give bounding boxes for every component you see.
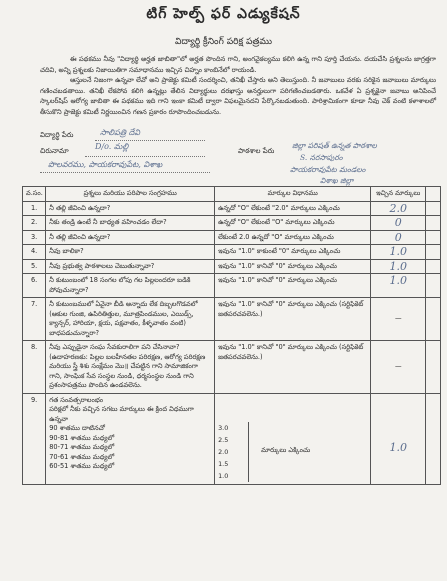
table-row	[23, 201, 441, 216]
header-question: ప్రశ్నలు మరియు పరిపాల సంగ్రహము	[46, 187, 215, 202]
row-number: 6.	[23, 274, 46, 298]
address-label: చిరునామా	[40, 147, 69, 155]
row-blank	[426, 230, 441, 245]
table-row	[23, 245, 441, 260]
table-row	[23, 298, 441, 341]
row-blank	[426, 298, 441, 341]
table-header-row	[23, 187, 441, 202]
school-label: పాఠశాల పేరు	[238, 147, 275, 155]
grade-question-sub: పరిక్షలో నీకు వచ్చిన సగటు మార్కులు ఈ క్రింద విధముగా ఉన్నవా	[49, 405, 194, 423]
row-marks[interactable]: 2.0	[371, 201, 426, 216]
row-marks[interactable]: —	[371, 341, 426, 394]
table-row	[23, 393, 441, 484]
row-question: నీవు ఎప్పుడైనా సంఘ సేవకురాలిగా పని చేసినావా? (ఉదాహరణకు: పిల్లల బలహీనతల పరిరక్షణ, ఆరోగ్య పరిరక్షణ మరియు స్త్రీ శిశు సంక్షేమం మొ॥ చేపట్టిన గాని సామాజికంగా గాని, సాంఘిక సేవ సంస్థల నుండి, ధర్మసంస్థల నుండి గాని ప్రశంసాపత్రము పొందిన ఉండవలెను.	[46, 341, 215, 394]
row-marks[interactable]: 1.0	[371, 259, 426, 274]
row-number: 8.	[23, 341, 46, 394]
row-question: నీవు బాలికా?	[46, 245, 215, 260]
address-value-1: D/o. మల్లి	[95, 142, 129, 151]
name-line	[95, 140, 205, 141]
row-criteria: ఇవును "1.0" కానిచో "0" మార్కులు ఎక్కించు (సర్టిఫికెట్ జతపరచవలెను.)	[215, 341, 371, 394]
row-criteria: ఇవును "1.0" కాకుంటే "0" మార్కులు ఎక్కించు	[215, 245, 371, 260]
row-question: నీ తల్లి జీవించి ఉన్నదా?	[46, 230, 215, 245]
row-marks[interactable]: 1.0	[371, 393, 426, 484]
grade-mark: 1.5	[218, 459, 229, 468]
school-value-2: S. నరసాపురం	[300, 153, 343, 162]
student-name-value: సాలిపత్రి దేవి	[100, 128, 140, 137]
row-number: 1.	[23, 201, 46, 216]
row-blank	[426, 341, 441, 394]
row-blank	[426, 216, 441, 231]
school-value-1: జిల్లా పరిషత్ ఉన్నత పాఠశాల	[292, 141, 377, 150]
instructions	[40, 54, 436, 118]
row-blank	[426, 245, 441, 260]
row-number: 4.	[23, 245, 46, 260]
form-subtitle: విద్యార్థి క్రీనింగ్ పరిక్ష పత్రము	[174, 37, 273, 47]
address-line-2	[40, 172, 210, 173]
row-marks[interactable]: 1.0	[371, 274, 426, 298]
row-criteria: లేకుంటే 2.0 ఉన్నదో "O" మార్కులు ఎక్కించు	[215, 230, 371, 245]
instructions-paragraph-2: ఆస్తులనే నిజంగా ఉన్నవా లేవో అని ప్రాజెక్టు కమిటీ సందర్శించి, తనిఖీ చేస్తారు అని తెలుస్తుంది. నీ జవాబులు వరకు సరికైన జవాబులు మార్కులు గణించబడతాయి. తనిఖీ లేకపోవ కలిగి ఉన్నట్లు తేలిన విద్యార్థులు దరఖాస్తు అనర్హులుగా పరిగణించబడతారు. ఒకవేళ ఏ ప్రశ్నకైనా జవాబు అనిపించే స్కాలర్‌షిప్ ఆరోగ్య జాబితా ఈ పథకము ఇది గాని ఇంకా కమిటీ ద్వారా విఫలమైనదని పేర్కొనబడుతుంది. పారిశ్రామికంగా కూడా నీవు చెక్ వంటి కళాశాలలో తీసుకొని ప్రాజెక్టు కమిటీ నిర్ణయించిన గణన ప్రకారం రూపొందించబడును.	[40, 76, 436, 116]
row-question: నీకు తండ్రి ఉంటే నీ బాధ్యత వహించడం లేదా?	[46, 216, 215, 231]
table-row	[23, 274, 441, 298]
row-criteria: ఇవును "1.0" కానిచో "0" మార్కులు ఎక్కించు (సర్టిఫికెట్ జతపరచవలెను.)	[215, 298, 371, 341]
grade-mark-list	[218, 422, 249, 482]
header-criteria: మార్కుల విధానము	[215, 187, 371, 202]
grade-mark: 2.5	[218, 435, 229, 444]
grade-band: 90-81 శాతము మధ్యలో	[49, 433, 115, 442]
table-row	[23, 259, 441, 274]
table-row	[23, 216, 441, 231]
row-question: నీ కుటుంబంలో 18 సంగల లోపు గల పిల్లలందరూ బడికి పోవుచున్నారా?	[46, 274, 215, 298]
grade-mark: 3.0	[218, 423, 229, 432]
row-criteria: ఇవును "1.0" కానిచో "0" మార్కులు ఎక్కించు	[215, 259, 371, 274]
row-question	[46, 393, 215, 484]
address-value-2: పొలవరము, పాయకరావుపేట, విశాఖ	[48, 160, 163, 169]
address-line-1	[85, 156, 205, 157]
header-serial: వ.సం.	[23, 187, 46, 202]
row-question: నీవు ప్రభుత్వ పాఠశాలలు చెబుతున్నావా?	[46, 259, 215, 274]
row-criteria: ఉన్నదో "O" లేకుంటే "2.0" మార్కులు ఎక్కించు	[215, 201, 371, 216]
grade-band: 90 శాతము దాటినచో	[49, 424, 105, 432]
grade-question-title: గత సంవత్సరాలంభం	[49, 395, 104, 404]
form-title: టిగ్ హెల్ప్ ఫర్ ఎడ్యుకేషన్	[146, 6, 301, 22]
table-row	[23, 230, 441, 245]
grade-mark: 1.0	[218, 471, 229, 480]
row-number: 9.	[23, 393, 46, 484]
row-marks[interactable]: 1.0	[371, 245, 426, 260]
screening-table	[22, 186, 441, 485]
grade-band: 60-51 శాతము మధ్యలో	[49, 462, 115, 470]
row-question: నీ తల్లి జీవించి ఉన్నదా?	[46, 201, 215, 216]
row-blank	[426, 201, 441, 216]
instructions-paragraph-1: ఈ పథకము నీవు "విద్యార్థి అర్హత జాబితా"లో అర్హత పొందిన గాని, అంగవైకల్యము కలిగి ఉన్న గాని పూర్తి చేయను. దయచేసి ప్రశ్నలను జాగ్రత్తగా చదివి, అన్ని ప్రశ్నలకు నిజాయితిగా సమాధానము ఇచ్చిన చిహ్నం కాంబినేలో రాయండి.	[40, 55, 436, 74]
row-marks[interactable]: —	[371, 298, 426, 341]
row-number: 3.	[23, 230, 46, 245]
grade-band: 70-61 శాతము మధ్యలో	[49, 452, 115, 461]
grade-criteria-note: మార్కులు ఎక్కించు	[261, 445, 311, 454]
header-blank	[426, 187, 441, 202]
row-marks[interactable]: 0	[371, 230, 426, 245]
grade-mark: 2.0	[218, 447, 229, 456]
student-name-label: విద్యార్థి పేరు	[40, 131, 74, 139]
row-number: 7.	[23, 298, 46, 341]
table-row	[23, 341, 441, 394]
row-question: నీ కుటుంబములో ఏవైనా బీడి అన్నాదు లేక దిబ్బలగొడవలో (ఆకుల గుంజి, ఉపిరితిత్తుల, మూత్రపిండముల, ఎయిడ్స్, క్యాన్సర్, హారియా, క్షయ, పక్షవాతం, కీళ్ళవాతం వంటి) బాధపడుచున్నారా?	[46, 298, 215, 341]
school-value-4: విశాఖ జిల్లా	[320, 176, 354, 185]
row-marks[interactable]: 0	[371, 216, 426, 231]
row-blank	[426, 274, 441, 298]
header-marks: ఇచ్చిన మార్కులు	[371, 187, 426, 202]
row-criteria: ఉన్నదో "O" లేకుంటే "O" మార్కులు ఎక్కించు	[215, 216, 371, 231]
row-blank	[426, 259, 441, 274]
row-blank	[426, 393, 441, 484]
row-number: 2.	[23, 216, 46, 231]
row-criteria	[215, 393, 371, 484]
row-number: 5.	[23, 259, 46, 274]
school-value-3: పాయకరావుపేట మండలం	[290, 165, 366, 174]
grade-band: 80-71 శాతము మధ్యలో	[49, 443, 115, 451]
row-criteria: ఇవును "1.0" కానిచో "0" మార్కులు ఎక్కించు	[215, 274, 371, 298]
